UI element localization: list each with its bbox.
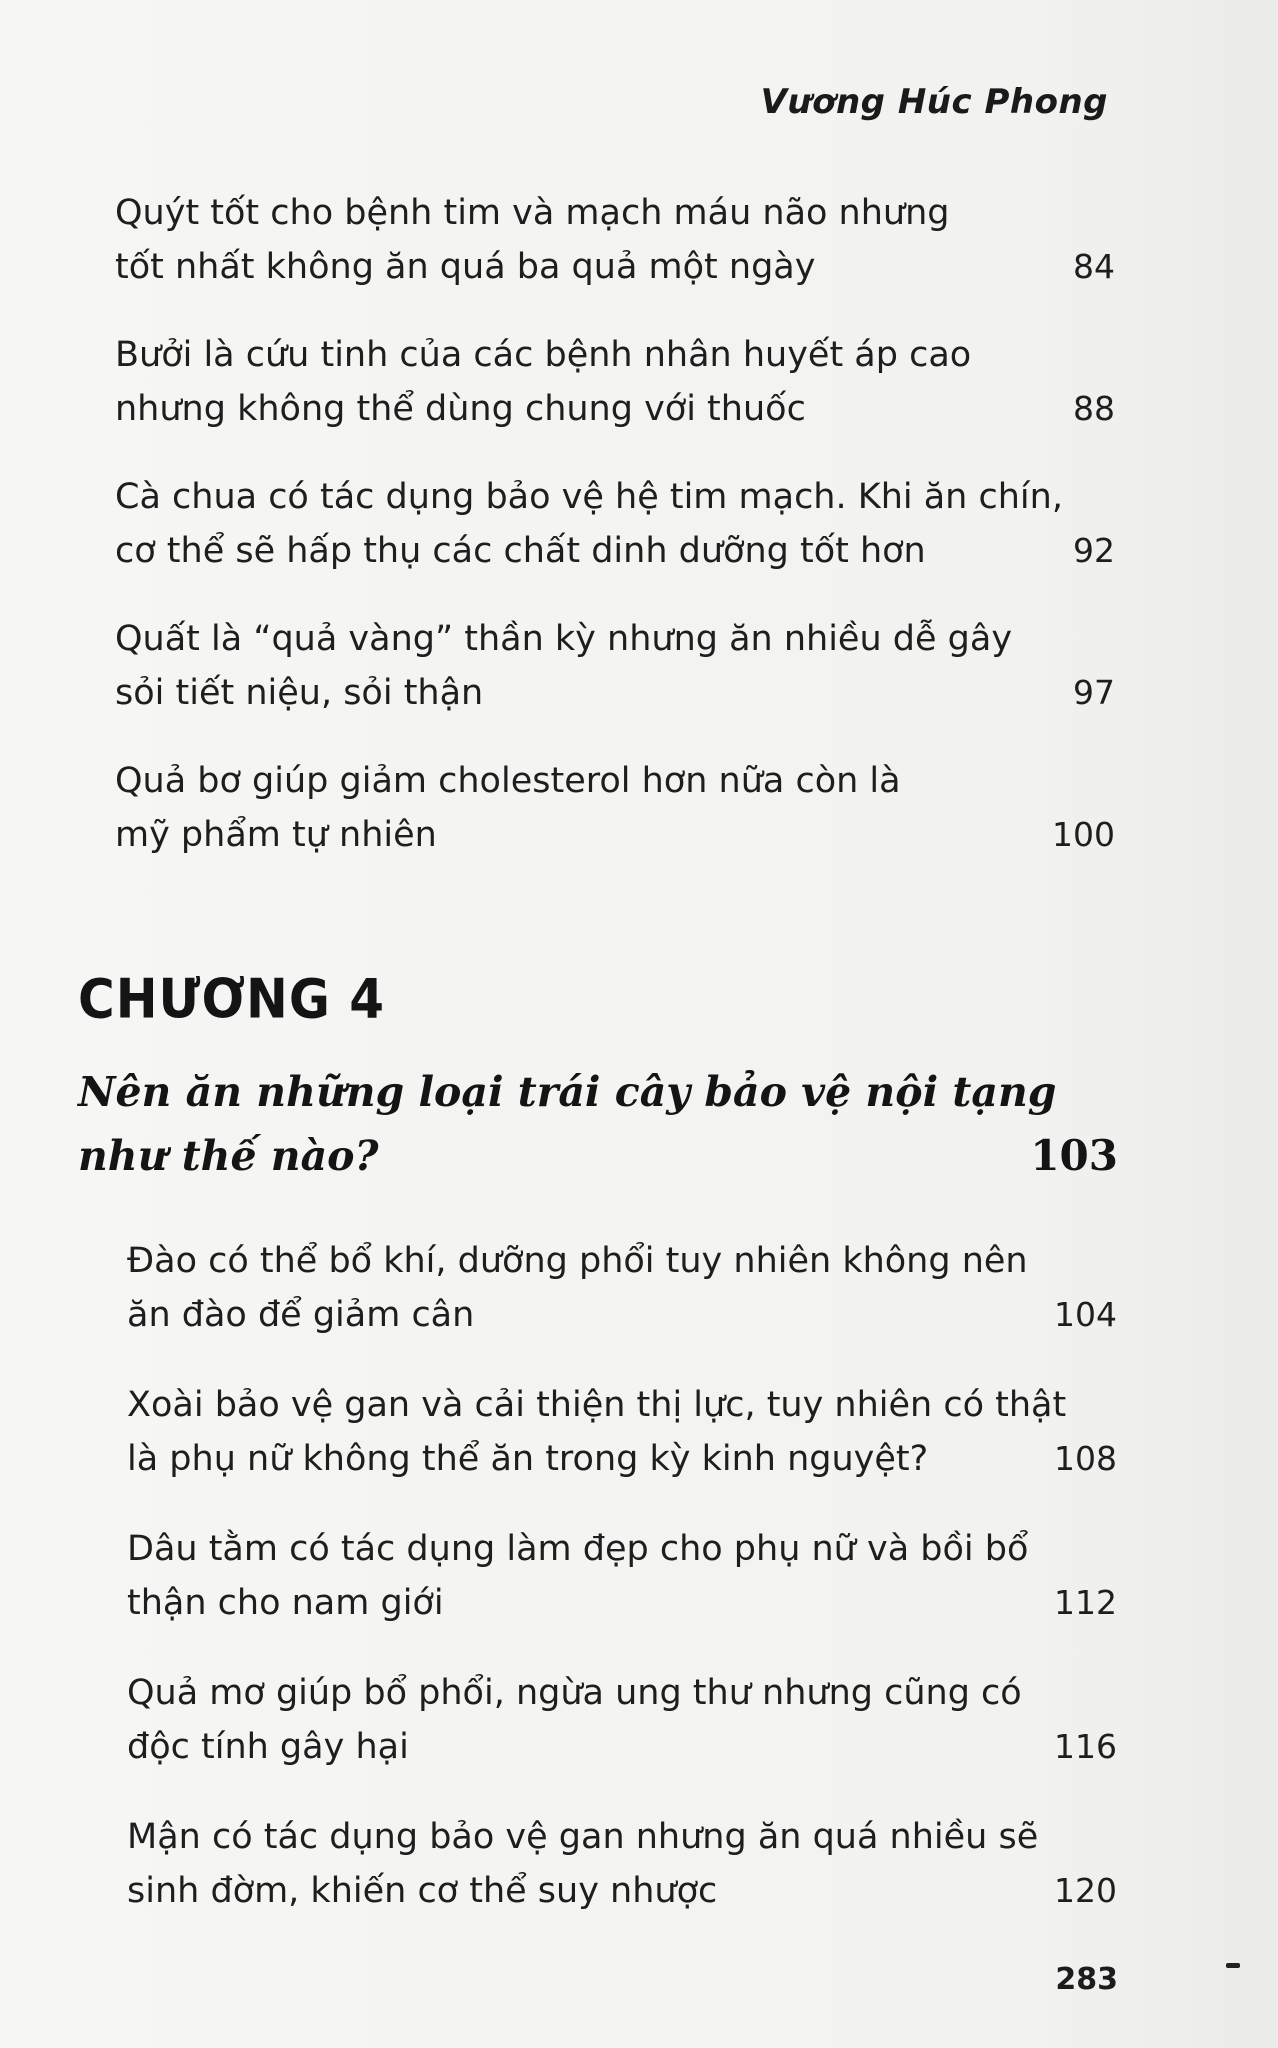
toc-entry-title-line2: tốt nhất không ăn quá ba quả một ngày: [115, 247, 816, 287]
toc-entry-page-number: 92: [1073, 531, 1115, 570]
toc-entry-page-number: 116: [1054, 1727, 1117, 1766]
chapter-title-line2: như thế nào?: [78, 1132, 379, 1180]
toc-entry-title-line2: nhưng không thể dùng chung với thuốc: [115, 389, 806, 429]
toc-entry-title-line1: Quýt tốt cho bệnh tim và mạch máu não nhưng: [115, 193, 950, 233]
running-header-author: Vương Húc Phong: [760, 82, 1108, 122]
toc-entry-title-line2: ăn đào để giảm cân: [127, 1295, 475, 1335]
toc-entry-title-line1: Cà chua có tác dụng bảo vệ hệ tim mạch. Khi ăn chín,: [115, 477, 1063, 517]
toc-entry-title-line1: Xoài bảo vệ gan và cải thiện thị lực, tuy nhiên có thật: [127, 1385, 1067, 1425]
chapter-page-number: 103: [1030, 1131, 1118, 1180]
toc-entry: [127, 1810, 1117, 1918]
toc-entry-page-number: 84: [1073, 247, 1115, 286]
toc-entry: [127, 1378, 1117, 1486]
toc-entry: [127, 1666, 1117, 1774]
chapter-label: CHƯƠNG 4: [78, 968, 386, 1031]
toc-entry-title-line1: Mận có tác dụng bảo vệ gan nhưng ăn quá nhiều sẽ: [127, 1817, 1039, 1857]
toc-entry-title-line2: là phụ nữ không thể ăn trong kỳ kinh nguyệt?: [127, 1439, 929, 1479]
toc-entry-title-line1: Quả mơ giúp bổ phổi, ngừa ung thư nhưng cũng có: [127, 1673, 1022, 1713]
toc-entry-title-line2: sỏi tiết niệu, sỏi thận: [115, 673, 484, 713]
page-edge-mark: [1226, 1963, 1240, 1968]
toc-entry: [127, 1234, 1117, 1342]
toc-entry-page-number: 88: [1073, 389, 1115, 428]
toc-entry-title-line2: mỹ phẩm tự nhiên: [115, 815, 437, 855]
toc-entry: [115, 328, 1115, 436]
toc-entry-page-number: 120: [1054, 1871, 1117, 1910]
toc-entry: [115, 612, 1115, 720]
toc-entry: [115, 186, 1115, 294]
toc-entry: [115, 470, 1115, 578]
toc-entry-title-line2: cơ thể sẽ hấp thụ các chất dinh dưỡng tốt hơn: [115, 531, 926, 571]
toc-entry-title-line2: độc tính gây hại: [127, 1727, 409, 1767]
toc-entry-page-number: 104: [1054, 1295, 1117, 1334]
chapter-title: [78, 1060, 1118, 1188]
toc-entry-title-line1: Dâu tằm có tác dụng làm đẹp cho phụ nữ và bồi bổ: [127, 1529, 1029, 1569]
chapter-title-line1: Nên ăn những loại trái cây bảo vệ nội tạng: [78, 1068, 1057, 1116]
toc-entry-title-line1: Quất là “quả vàng” thần kỳ nhưng ăn nhiều dễ gây: [115, 619, 1013, 659]
toc-entry: [127, 1522, 1117, 1630]
toc-entry-title-line1: Bưởi là cứu tinh của các bệnh nhân huyết áp cao: [115, 335, 972, 375]
toc-entry-title-line2: sinh đờm, khiến cơ thể suy nhược: [127, 1871, 718, 1911]
toc-entry-title-line2: thận cho nam giới: [127, 1583, 444, 1623]
toc-entry: [115, 754, 1115, 862]
toc-entry-title-line1: Đào có thể bổ khí, dưỡng phổi tuy nhiên không nên: [127, 1241, 1028, 1281]
toc-entry-page-number: 112: [1054, 1583, 1117, 1622]
toc-entry-page-number: 100: [1052, 815, 1115, 854]
toc-entry-page-number: 108: [1054, 1439, 1117, 1478]
toc-entry-page-number: 97: [1073, 673, 1115, 712]
folio-page-number: 283: [1055, 1962, 1118, 1997]
toc-entry-title-line1: Quả bơ giúp giảm cholesterol hơn nữa còn là: [115, 761, 901, 801]
